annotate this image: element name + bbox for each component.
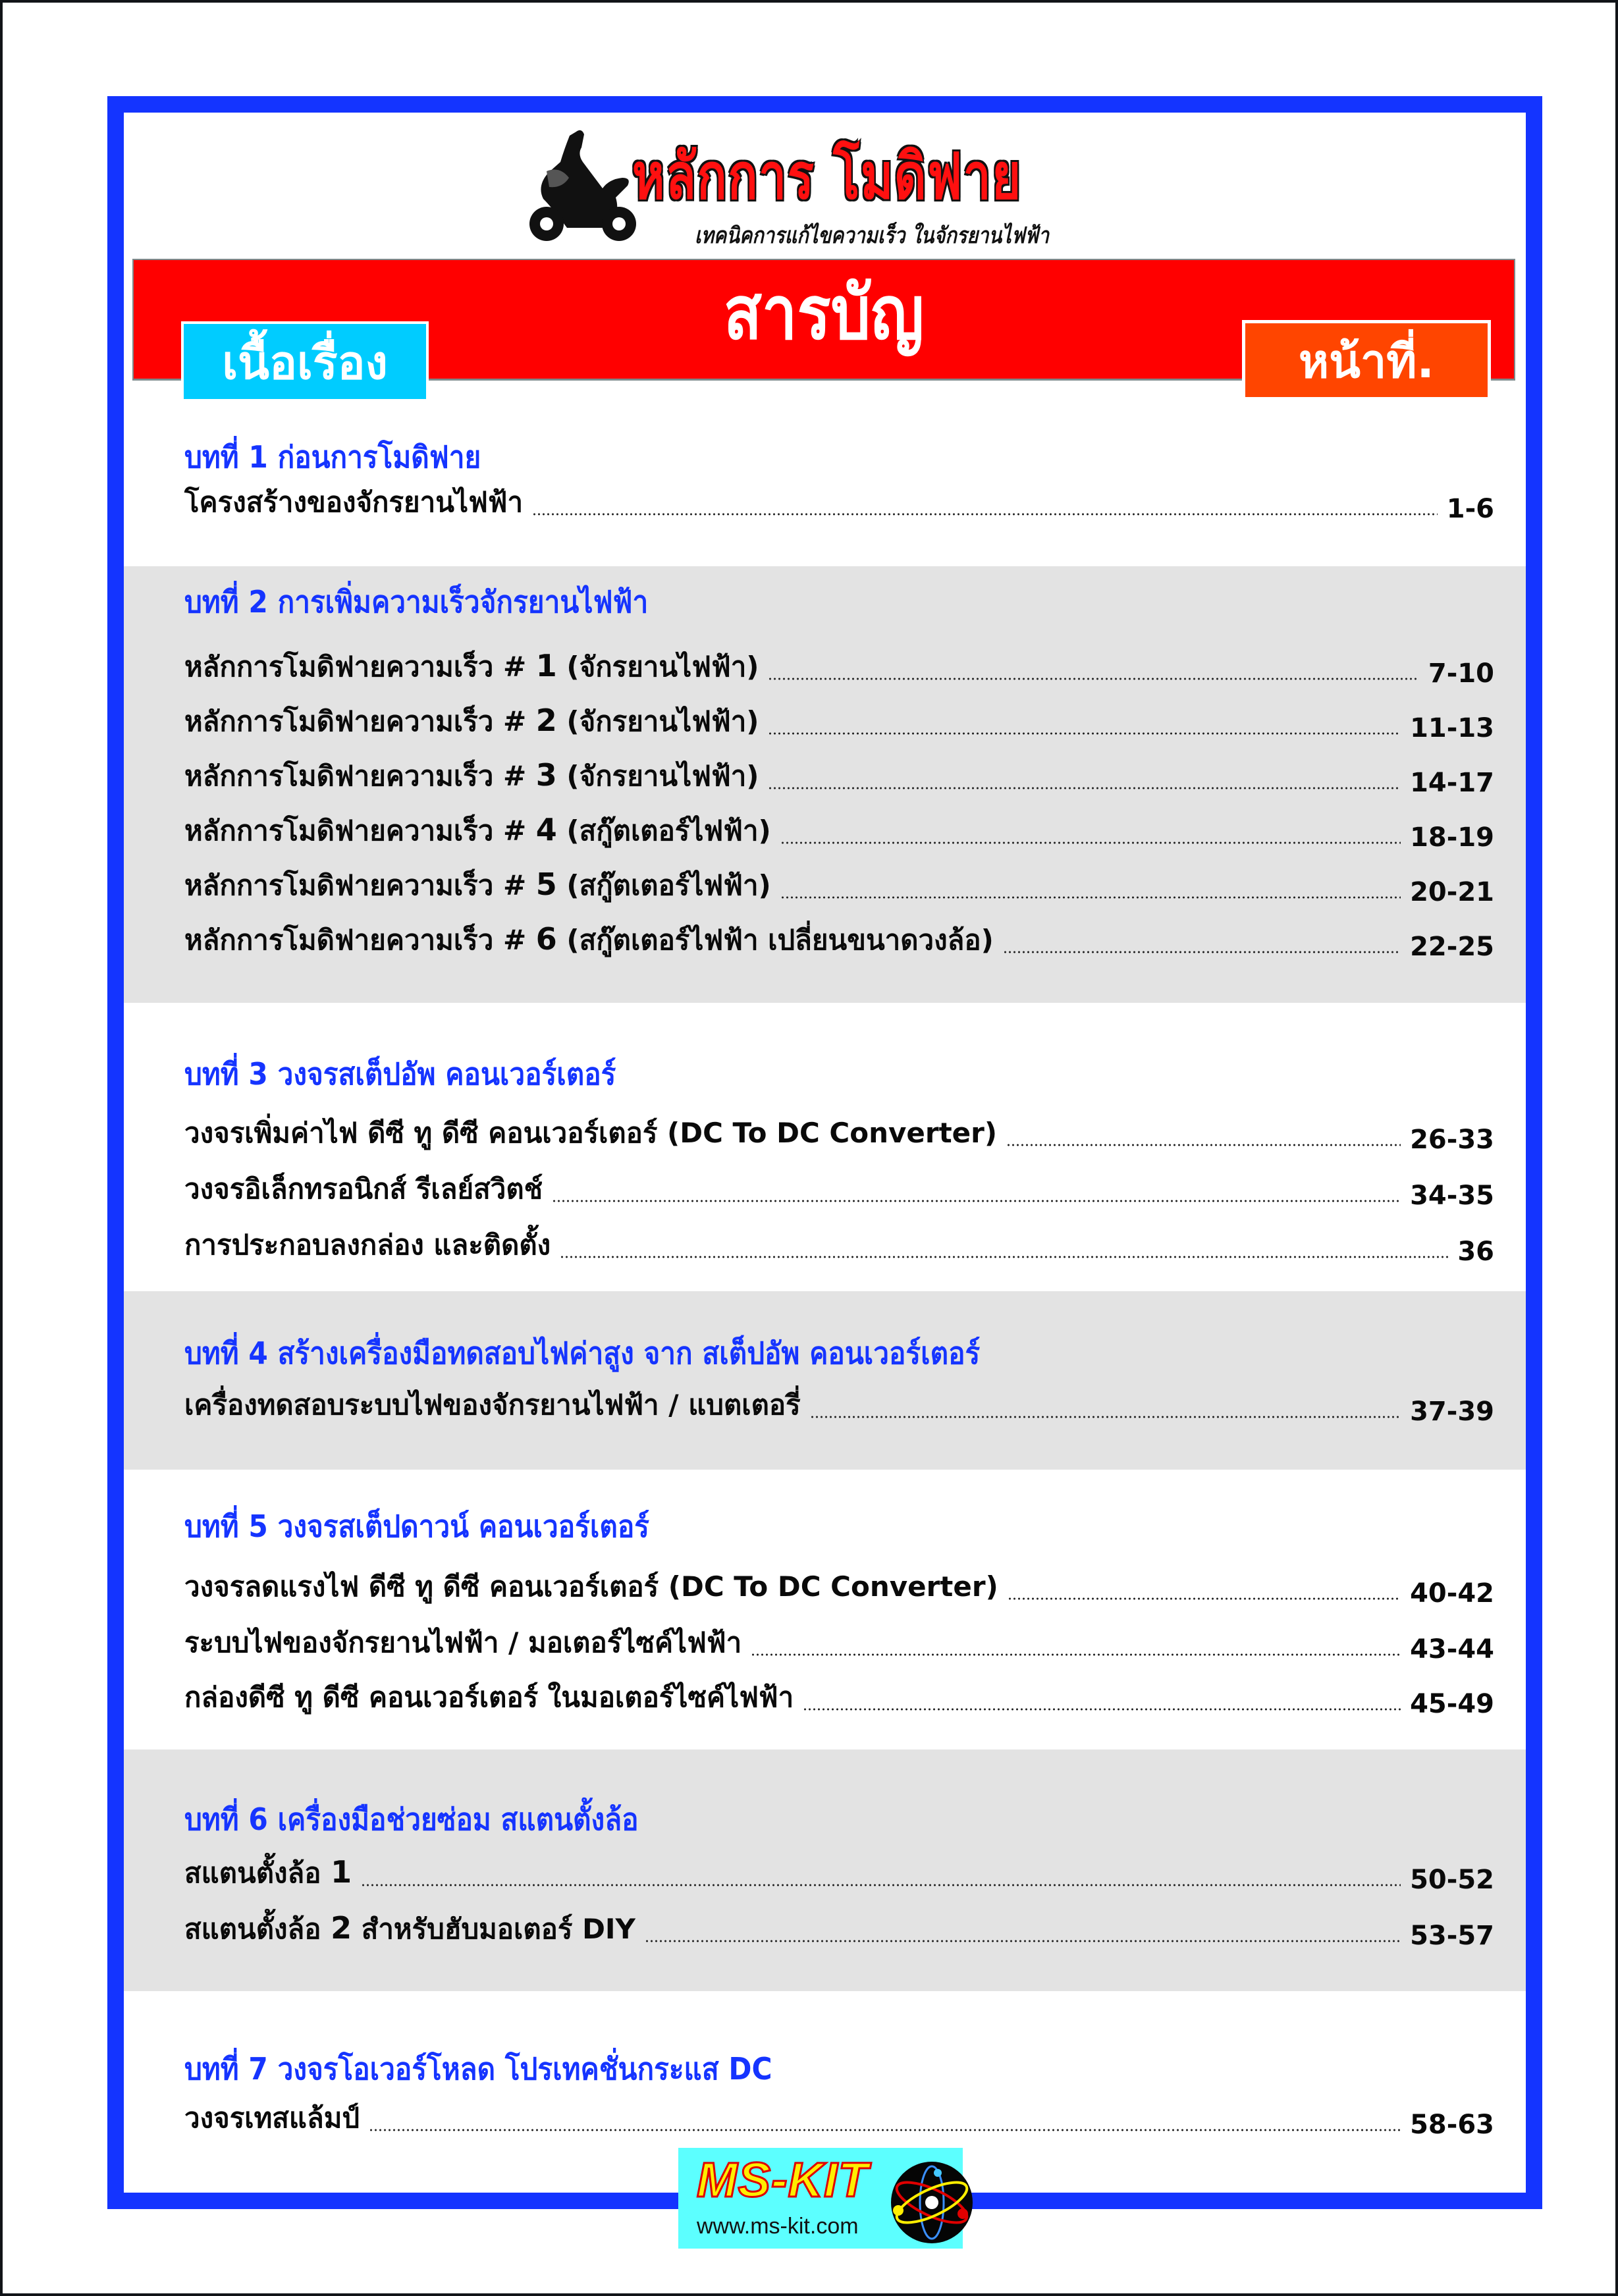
entry-number: 3 (535, 757, 557, 793)
chapter-title: บทที่ 3 วงจรสเต็ปอัพ คอนเวอร์เตอร์ (184, 1056, 616, 1092)
dot-leader (768, 676, 1418, 682)
entry-label: วงจรลดแรงไฟ ดีซี ทู ดีซี คอนเวอร์เตอร์ (DC To DC Converter) (184, 1570, 998, 1603)
chapter-section-3 (124, 1003, 1526, 1291)
entry-number: 1 (535, 648, 557, 683)
entry-label: วงจรเพิ่มค่าไฟ ดีซี ทู ดีซี คอนเวอร์เตอร์ (DC To DC Converter) (184, 1117, 998, 1149)
logo-title: หลักการ โมดิฟาย (632, 140, 1022, 213)
entry-label: สแตนตั้งล้อ (184, 1857, 331, 1889)
chapter-title: บทที่ 5 วงจรสเต็ปดาวน์ คอนเวอร์เตอร์ (184, 1508, 649, 1544)
dot-leader (369, 2127, 1401, 2133)
entry-pages: 11-13 (1410, 713, 1494, 743)
toc-entry[interactable] (184, 1682, 1494, 1719)
chapter-title: บทที่ 4 สร้างเครื่องมือทดสอบไฟค่าสูง จาก สเต็ปอัพ คอนเวอร์เตอร์ (184, 1335, 981, 1371)
column-label-content: เนื้อเรื่อง (181, 321, 429, 402)
toc-entry[interactable] (184, 1390, 1494, 1427)
dot-leader (361, 1882, 1401, 1888)
entry-pages: 53-57 (1410, 1921, 1494, 1951)
dot-leader (780, 840, 1401, 846)
ms-kit-logo (678, 2148, 963, 2249)
toc-entry[interactable] (184, 867, 1494, 907)
entry-label: หลักการโมดิฟายความเร็ว # (184, 760, 536, 792)
entry-label: หลักการโมดิฟายความเร็ว # (184, 924, 536, 956)
entry-label: หลักการโมดิฟายความเร็ว # (184, 705, 536, 737)
entry-label: ระบบไฟของจักรยานไฟฟ้า / มอเตอร์ไซค์ไฟฟ้า (184, 1626, 742, 1659)
entry-label: หลักการโมดิฟายความเร็ว # (184, 869, 536, 901)
entry-pages: 58-63 (1410, 2110, 1494, 2140)
page-title: สารบัญ (723, 271, 925, 356)
entry-number: 5 (535, 867, 557, 902)
toc-entry[interactable] (184, 1572, 1494, 1609)
entry-pages: 20-21 (1410, 877, 1494, 907)
entry-label-suffix: (จักรยานไฟฟ้า) (556, 705, 759, 737)
chapter-section-1 (124, 421, 1526, 566)
entry-pages: 50-52 (1410, 1865, 1494, 1895)
entry-label-suffix: (สกู๊ตเตอร์ไฟฟ้า เปลี่ยนขนาดวงล้อ) (556, 924, 994, 956)
dot-leader (1006, 1142, 1401, 1148)
chapter-section-6 (124, 1749, 1526, 1991)
chapter-title: บทที่ 7 วงจรโอเวอร์โหลด โปรเทคชั่นกระแส DC (184, 2051, 772, 2087)
logo-subtitle: เทคนิคการแก้ไขความเร็ว ในจักรยานไฟฟ้า (695, 223, 1049, 249)
chapter-section-7 (124, 1991, 1526, 2140)
toc-entry[interactable] (184, 1628, 1494, 1665)
entry-label-suffix: (จักรยานไฟฟ้า) (556, 760, 759, 792)
chapter-section-4 (124, 1291, 1526, 1470)
toc-entry[interactable] (184, 921, 1494, 962)
toc-entry[interactable] (184, 1854, 1494, 1895)
entry-label: สแตนตั้งล้อ (184, 1913, 331, 1945)
entry-pages: 36 (1457, 1237, 1494, 1267)
scooter-icon (527, 125, 639, 244)
entry-pages: 43-44 (1410, 1634, 1494, 1665)
entry-label: หลักการโมดิฟายความเร็ว # (184, 814, 536, 847)
entry-pages: 26-33 (1410, 1125, 1494, 1155)
chapter-title: บทที่ 2 การเพิ่มความเร็วจักรยานไฟฟ้า (184, 584, 649, 620)
entry-label-suffix: (จักรยานไฟฟ้า) (556, 651, 759, 683)
dot-leader (768, 785, 1401, 791)
atom-icon (890, 2161, 973, 2244)
dot-leader (1003, 949, 1401, 955)
toc-entry[interactable] (184, 648, 1494, 689)
entry-pages: 14-17 (1410, 768, 1494, 798)
toc-entry[interactable] (184, 487, 1494, 524)
entry-label: กล่องดีซี ทู ดีซี คอนเวอร์เตอร์ ในมอเตอร์ไซค์ไฟฟ้า (184, 1681, 794, 1713)
entry-number: 2 (535, 703, 557, 738)
toc-entry[interactable] (184, 1910, 1494, 1951)
entry-label: เครื่องทดสอบระบบไฟของจักรยานไฟฟ้า / แบตเตอรี่ (184, 1389, 801, 1421)
entry-number: 2 (331, 1910, 352, 1946)
dot-leader (1008, 1595, 1401, 1602)
entry-pages: 1-6 (1446, 494, 1494, 524)
entry-label-suffix: (สกู๊ตเตอร์ไฟฟ้า) (556, 814, 771, 847)
dot-leader (780, 894, 1401, 901)
entry-pages: 34-35 (1410, 1181, 1494, 1211)
dot-leader (645, 1938, 1401, 1944)
entry-number: 1 (331, 1854, 352, 1890)
entry-label: วงจรอิเล็กทรอนิกส์ รีเลย์สวิตช์ (184, 1173, 543, 1205)
toc-entry[interactable] (184, 2103, 1494, 2140)
toc-entry[interactable] (184, 1118, 1494, 1155)
entry-pages: 45-49 (1410, 1689, 1494, 1719)
entry-label: โครงสร้างของจักรยานไฟฟ้า (184, 486, 524, 518)
toc-entry[interactable] (184, 812, 1494, 853)
entry-label-suffix: (สกู๊ตเตอร์ไฟฟ้า) (556, 869, 771, 901)
dot-leader (803, 1706, 1401, 1713)
dot-leader (560, 1254, 1448, 1260)
entry-pages: 18-19 (1410, 822, 1494, 853)
entry-label: วงจรเทสแล้มป์ (184, 2102, 360, 2134)
dot-leader (552, 1198, 1401, 1204)
entry-pages: 7-10 (1428, 658, 1494, 689)
chapter-title: บทที่ 1 ก่อนการโมดิฟาย (184, 439, 481, 475)
dot-leader (532, 511, 1438, 518)
dot-leader (751, 1651, 1401, 1658)
toc-entry[interactable] (184, 703, 1494, 743)
column-label-page: หน้าที่. (1242, 320, 1491, 400)
dot-leader (768, 730, 1401, 737)
brand-url[interactable]: www.ms-kit.com (697, 2214, 859, 2239)
entry-pages: 22-25 (1410, 932, 1494, 962)
toc-entry[interactable] (184, 757, 1494, 798)
dot-leader (810, 1414, 1401, 1420)
chapter-section-5 (124, 1470, 1526, 1749)
book-logo (527, 125, 1067, 249)
toc-entry[interactable] (184, 1174, 1494, 1211)
toc-entry[interactable] (184, 1230, 1494, 1267)
chapter-section-2 (124, 566, 1526, 1003)
entry-label-suffix: สำหรับฮับมอเตอร์ DIY (352, 1913, 635, 1945)
entry-label: การประกอบลงกล่อง และติดตั้ง (184, 1229, 551, 1261)
entry-label: หลักการโมดิฟายความเร็ว # (184, 651, 536, 683)
entry-pages: 40-42 (1410, 1578, 1494, 1609)
brand-name: MS-KIT (697, 2152, 869, 2207)
entry-number: 6 (535, 921, 557, 957)
entry-pages: 37-39 (1410, 1397, 1494, 1427)
entry-number: 4 (535, 812, 557, 847)
chapter-title: บทที่ 6 เครื่องมือช่วยซ่อม สแตนตั้งล้อ (184, 1802, 639, 1837)
